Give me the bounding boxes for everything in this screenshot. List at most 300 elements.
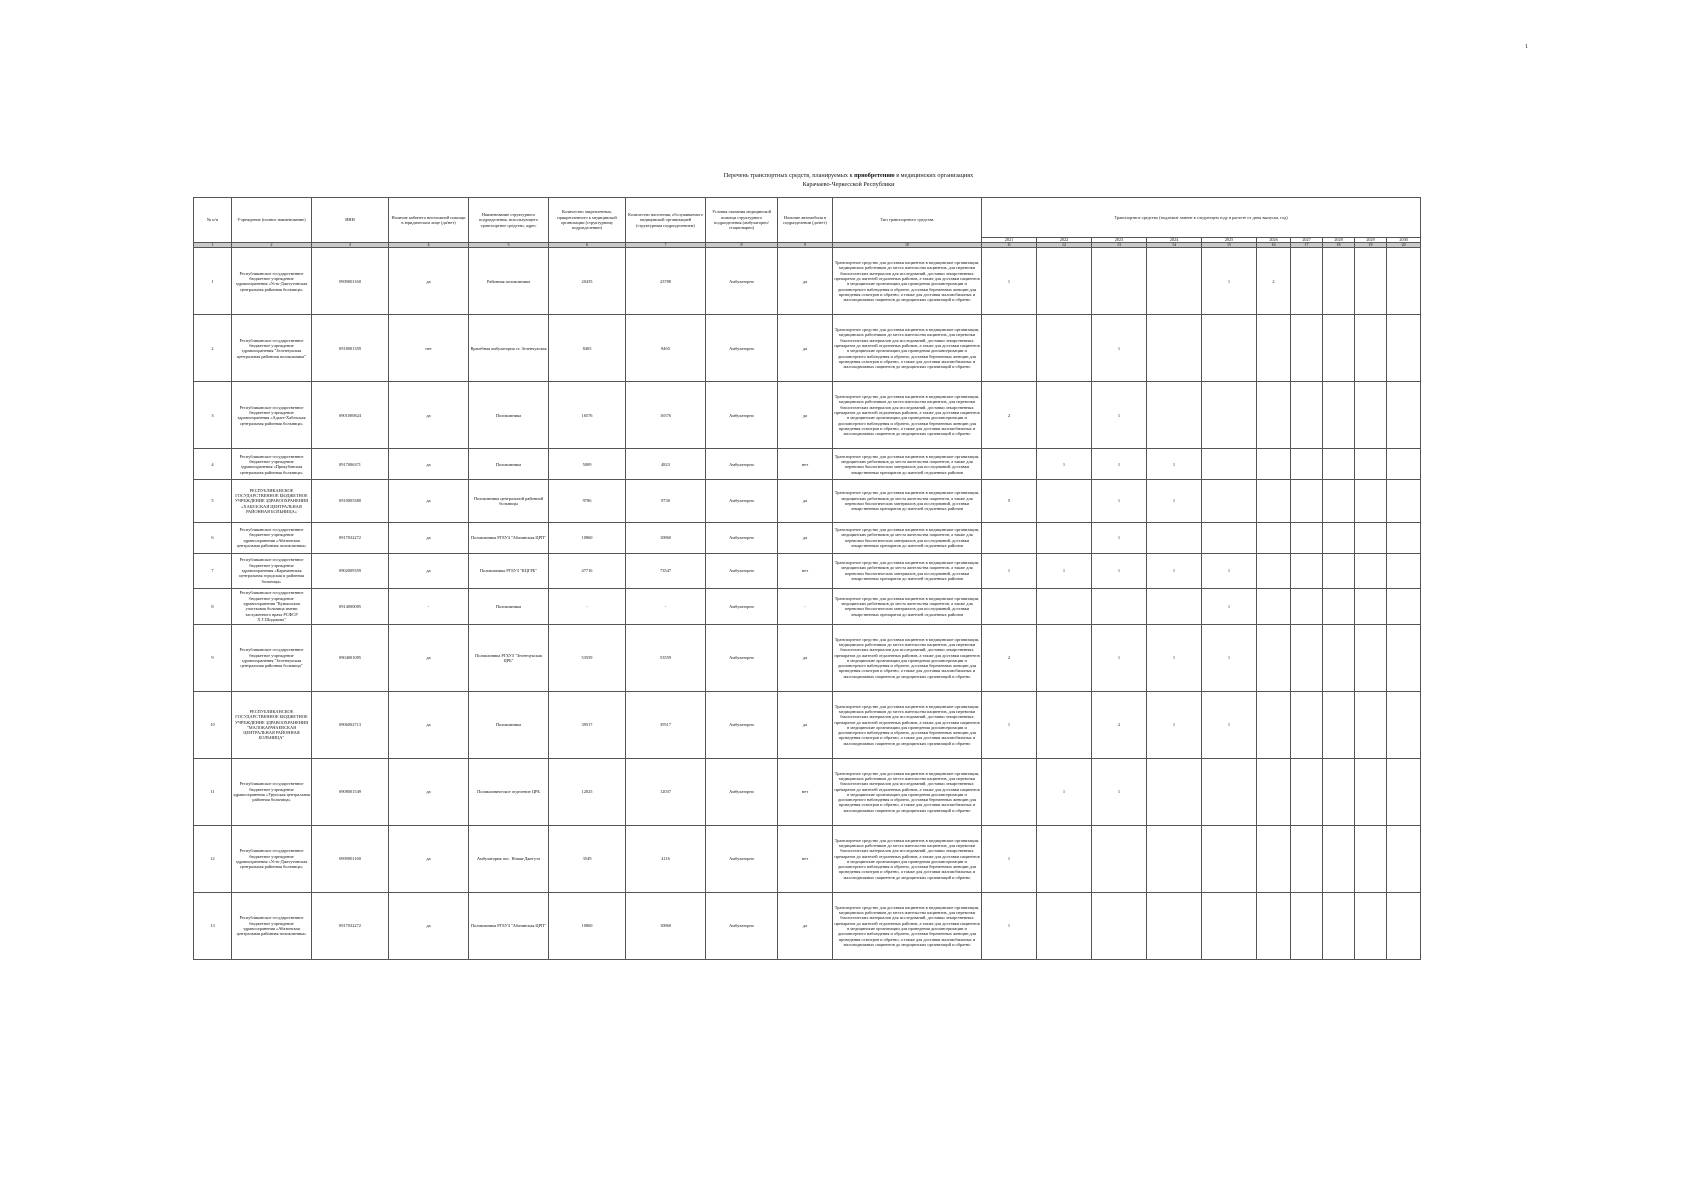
year-count-2025: 1 <box>1202 624 1257 691</box>
year-count-2027 <box>1291 522 1323 553</box>
year-count-2021 <box>982 588 1037 624</box>
organization-name: Республиканское государственное бюджетное учреждение здравоохранения «Абазинская центральная районная поликлиника» <box>232 892 312 959</box>
urgent-care-flag: да <box>389 480 469 523</box>
year-count-2026 <box>1257 892 1291 959</box>
column-number: 2 <box>232 243 312 248</box>
year-count-2028 <box>1323 382 1355 449</box>
served-population: 16576 <box>626 382 706 449</box>
column-number: 8 <box>706 243 778 248</box>
year-count-2027 <box>1291 691 1323 758</box>
year-count-2023: 1 <box>1092 382 1147 449</box>
year-count-2021 <box>982 315 1037 382</box>
served-population: 10860 <box>626 892 706 959</box>
inn: 0917032272 <box>312 892 389 959</box>
attached-count: 47716 <box>549 553 626 588</box>
organization-name: Республиканское государственное бюджетное учреждение здравоохранения «Усть-Джегутинская центральная районная больница» <box>232 248 312 315</box>
year-count-2023 <box>1092 825 1147 892</box>
vehicle-available: - <box>778 588 833 624</box>
year-count-2025 <box>1202 449 1257 480</box>
row-number: 12 <box>194 825 232 892</box>
year-count-2029 <box>1355 624 1387 691</box>
year-count-2029 <box>1355 382 1387 449</box>
year-count-2024: 1 <box>1147 624 1202 691</box>
served-population: 8465 <box>626 315 706 382</box>
year-count-2030 <box>1387 449 1421 480</box>
year-count-2021 <box>982 758 1037 825</box>
column-number: 20 <box>1387 243 1421 248</box>
column-number: 10 <box>833 243 982 248</box>
served-population: 12037 <box>626 758 706 825</box>
year-count-2029 <box>1355 588 1387 624</box>
vehicle-available: да <box>778 382 833 449</box>
care-conditions: Амбулаторно <box>706 825 778 892</box>
year-count-2024 <box>1147 588 1202 624</box>
year-count-2028 <box>1323 480 1355 523</box>
care-conditions: Амбулаторно <box>706 248 778 315</box>
year-count-2030 <box>1387 825 1421 892</box>
year-count-2021: 1 <box>982 553 1037 588</box>
urgent-care-flag: да <box>389 553 469 588</box>
served-population: 9730 <box>626 480 706 523</box>
inn: 0906002713 <box>312 691 389 758</box>
served-population: 23788 <box>626 248 706 315</box>
year-count-2030 <box>1387 522 1421 553</box>
header-staff: Наличие кабинета неотложной помощи в юридическом лице (да/нет) <box>389 198 469 243</box>
row-number: 13 <box>194 892 232 959</box>
row-number: 6 <box>194 522 232 553</box>
year-count-2027 <box>1291 553 1323 588</box>
urgent-care-flag: да <box>389 758 469 825</box>
year-count-2028 <box>1323 248 1355 315</box>
year-count-2021: 1 <box>982 248 1037 315</box>
year-count-2024 <box>1147 522 1202 553</box>
year-header-2026: 2026 <box>1257 238 1291 243</box>
vehicle-type: Транспортное средство для доставки пациентов в медицинские организации, медицинских работников до места жительства пациентов, для перевозки биологических материалов для исследований, доставки лекарственных препаратов до жителей отдаленных районов, а также для доставки пациентов в медицинские организации для проведения диспансеризации и диспансерного наблюдения и обратно, доставки беременных женщин для проведения осмотров и обратно, а также для доставки маломобильных и малоподвижных пациентов до медицинских организаций и обратно <box>833 892 982 959</box>
year-count-2027 <box>1291 382 1323 449</box>
vehicle-available: нет <box>778 553 833 588</box>
attached-count: 12025 <box>549 758 626 825</box>
year-count-2030 <box>1387 382 1421 449</box>
served-population: 4116 <box>626 825 706 892</box>
care-conditions: Амбулаторно <box>706 382 778 449</box>
organization-name: Республиканское государственное бюджетное учреждение здравоохранения «Прикубанская центральная районная больница» <box>232 449 312 480</box>
vehicle-type: Транспортное средство для доставки пациентов в медицинские организации, медицинских работников до места жительства пациентов, для перевозки биологических материалов для исследований, доставки лекарственных препаратов до жителей отдаленных районов, а также для доставки пациентов в медицинские организации для проведения диспансеризации и диспансерного наблюдения и обратно, доставки беременных женщин для проведения осмотров и обратно, а также для доставки маломобильных и малоподвижных пациентов до медицинских организаций и обратно <box>833 624 982 691</box>
year-count-2021: 1 <box>982 892 1037 959</box>
year-count-2027 <box>1291 315 1323 382</box>
year-header-2030: 2030 <box>1387 238 1421 243</box>
year-count-2027 <box>1291 588 1323 624</box>
year-count-2030 <box>1387 480 1421 523</box>
year-count-2024: 1 <box>1147 553 1202 588</box>
row-number: 1 <box>194 248 232 315</box>
attached-count: 53559 <box>549 624 626 691</box>
year-count-2022: 1 <box>1037 449 1092 480</box>
inn: 0902009359 <box>312 553 389 588</box>
row-number: 10 <box>194 691 232 758</box>
year-count-2027 <box>1291 892 1323 959</box>
vehicle-type: Транспортное средство для доставки пациентов в медицинские организации, медицинских работников до места жительства пациентов, для перевозки биологических материалов для исследований, доставки лекарственных препаратов до жителей отдаленных районов, а также для доставки пациентов в медицинские организации для проведения диспансеризации и диспансерного наблюдения и обратно, доставки беременных женщин для проведения осмотров и обратно, а также для доставки маломобильных и малоподвижных пациентов до медицинских организаций и обратно <box>833 315 982 382</box>
table-row <box>194 892 1421 959</box>
header-inn: ИНН <box>312 198 389 243</box>
unit-name: Поликлиника РГБУЗ "Абазинская ЦРП" <box>469 892 549 959</box>
year-count-2029 <box>1355 480 1387 523</box>
year-count-2021: 1 <box>982 691 1037 758</box>
year-count-2023: 1 <box>1092 624 1147 691</box>
served-population: - <box>626 588 706 624</box>
vehicle-type: Транспортное средство для доставки пациентов в медицинские организации, медицинских работников до места жительства пациентов, для перевозки биологических материалов для исследований, доставки лекарственных препаратов до жителей отдаленных районов, а также для доставки пациентов в медицинские организации для проведения диспансеризации и диспансерного наблюдения и обратно, доставки беременных женщин для проведения осмотров и обратно, а также для доставки маломобильных и малоподвижных пациентов до медицинских организаций и обратно <box>833 248 982 315</box>
column-number: 3 <box>312 243 389 248</box>
urgent-care-flag: - <box>389 588 469 624</box>
vehicle-available: да <box>778 624 833 691</box>
column-number: 12 <box>1037 243 1092 248</box>
year-count-2029 <box>1355 691 1387 758</box>
year-count-2022: 1 <box>1037 553 1092 588</box>
served-population: 10860 <box>626 522 706 553</box>
year-count-2028 <box>1323 553 1355 588</box>
vehicle-type: Транспортное средство для доставки пациентов в медицинские организации, медицинских работников до места жительства пациентов, а также для перевозки биологических материалов для исследований, доставки лекарственных препаратов до жителей отдаленных районов <box>833 449 982 480</box>
year-count-2025 <box>1202 825 1257 892</box>
unit-name: Врачебная амбулатория ст. Зеленчукская <box>469 315 549 382</box>
vehicle-available: да <box>778 480 833 523</box>
year-count-2027 <box>1291 825 1323 892</box>
inn: 0918001359 <box>312 315 389 382</box>
year-header-2023: 2023 <box>1092 238 1147 243</box>
year-count-2023: 1 <box>1092 758 1147 825</box>
year-count-2026 <box>1257 449 1291 480</box>
row-number: 2 <box>194 315 232 382</box>
unit-name: Поликлиника <box>469 588 549 624</box>
year-count-2030 <box>1387 691 1421 758</box>
unit-name: Поликлиника <box>469 691 549 758</box>
year-count-2028 <box>1323 892 1355 959</box>
year-header-2027: 2027 <box>1291 238 1323 243</box>
year-count-2023: 1 <box>1092 315 1147 382</box>
attached-count: 10860 <box>549 892 626 959</box>
served-population: 4823 <box>626 449 706 480</box>
inn: 0917006371 <box>312 449 389 480</box>
vehicle-type: Транспортное средство для доставки пациентов в медицинские организации, медицинских работников до места жительства пациентов, для перевозки биологических материалов для исследований, доставки лекарственных препаратов до жителей отдаленных районов, а также для доставки пациентов в медицинские организации для проведения диспансеризации и диспансерного наблюдения и обратно, доставки беременных женщин для проведения осмотров и обратно, а также для доставки маломобильных и малоподвижных пациентов до медицинских организаций и обратно <box>833 758 982 825</box>
year-count-2030 <box>1387 892 1421 959</box>
care-conditions: Амбулаторно <box>706 522 778 553</box>
year-count-2022 <box>1037 691 1092 758</box>
year-count-2029 <box>1355 825 1387 892</box>
year-count-2022: 1 <box>1037 758 1092 825</box>
unit-name: Поликлиника <box>469 382 549 449</box>
column-number: 16 <box>1257 243 1291 248</box>
year-count-2021 <box>982 522 1037 553</box>
year-count-2026 <box>1257 588 1291 624</box>
inn: 0910005380 <box>312 480 389 523</box>
table-row <box>194 522 1421 553</box>
year-count-2025 <box>1202 315 1257 382</box>
year-count-2027 <box>1291 248 1323 315</box>
year-count-2024 <box>1147 248 1202 315</box>
column-number: 9 <box>778 243 833 248</box>
year-count-2023: 1 <box>1092 522 1147 553</box>
year-count-2023 <box>1092 248 1147 315</box>
table-row <box>194 315 1421 382</box>
table-row <box>194 480 1421 523</box>
attached-count: 3549 <box>549 825 626 892</box>
vehicle-available: да <box>778 892 833 959</box>
year-count-2028 <box>1323 449 1355 480</box>
year-header-2021: 2021 <box>982 238 1037 243</box>
year-count-2024: 1 <box>1147 691 1202 758</box>
year-header-2029: 2029 <box>1355 238 1387 243</box>
column-number: 7 <box>626 243 706 248</box>
year-count-2025: 1 <box>1202 588 1257 624</box>
year-count-2022 <box>1037 624 1092 691</box>
attached-count: 5009 <box>549 449 626 480</box>
table-row <box>194 382 1421 449</box>
year-count-2026 <box>1257 480 1291 523</box>
year-count-2026 <box>1257 825 1291 892</box>
row-number: 4 <box>194 449 232 480</box>
column-number: 17 <box>1291 243 1323 248</box>
year-count-2026 <box>1257 758 1291 825</box>
column-number: 4 <box>389 243 469 248</box>
vehicle-type: Транспортное средство для доставки пациентов в медицинские организации, медицинских работников до места жительства пациентов, а также для перевозки биологических материалов для исследований, доставки лекарственных препаратов до жителей отдаленных районов <box>833 553 982 588</box>
care-conditions: Амбулаторно <box>706 758 778 825</box>
title-bold-word: приобретению <box>854 172 895 179</box>
year-count-2027 <box>1291 624 1323 691</box>
urgent-care-flag: нет <box>389 315 469 382</box>
column-number: 15 <box>1202 243 1257 248</box>
unit-name: Поликлиника РГБУЗ "Абазинская ЦРП" <box>469 522 549 553</box>
document-title <box>0 171 1697 189</box>
vehicle-type: Транспортное средство для доставки пациентов в медицинские организации, медицинских работников до места жительства пациентов, а также для перевозки биологических материалов для исследований, доставки лекарственных препаратов до жителей отдаленных районов <box>833 480 982 523</box>
year-count-2025 <box>1202 522 1257 553</box>
year-count-2021: 2 <box>982 624 1037 691</box>
served-population: 39517 <box>626 691 706 758</box>
urgent-care-flag: да <box>389 892 469 959</box>
urgent-care-flag: да <box>389 691 469 758</box>
header-years-group: Транспортное средство (подлежит замене в следующем году в расчете от даты выпуска, год) <box>982 198 1421 238</box>
year-count-2026 <box>1257 315 1291 382</box>
unit-name: Поликлиника <box>469 449 549 480</box>
year-header-2028: 2028 <box>1323 238 1355 243</box>
care-conditions: Амбулаторно <box>706 449 778 480</box>
row-number: 7 <box>194 553 232 588</box>
care-conditions: Амбулаторно <box>706 892 778 959</box>
header-vehicle-type: Тип транспортного средства <box>833 198 982 243</box>
column-number: 1 <box>194 243 232 248</box>
attached-count: 16576 <box>549 382 626 449</box>
table-row <box>194 825 1421 892</box>
table-row <box>194 588 1421 624</box>
year-count-2027 <box>1291 449 1323 480</box>
year-count-2025: 1 <box>1202 691 1257 758</box>
year-count-2021: 2 <box>982 382 1037 449</box>
year-count-2022 <box>1037 522 1092 553</box>
organization-name: Республиканское государственное бюджетное учреждение здравоохранения "Кумышская участковая больница имени заслуженного врача РСФСР Х.Т.Шидакова" <box>232 588 312 624</box>
header-garage: Наличие автомобиля в подразделении (да/нет) <box>778 198 833 243</box>
table-row <box>194 691 1421 758</box>
inn: 0909001160 <box>312 825 389 892</box>
urgent-care-flag: да <box>389 449 469 480</box>
inn: 0914000085 <box>312 588 389 624</box>
year-count-2027 <box>1291 758 1323 825</box>
year-count-2021 <box>982 449 1037 480</box>
vehicle-type: Транспортное средство для доставки пациентов в медицинские организации, медицинских работников до места жительства пациентов, для перевозки биологических материалов для исследований, доставки лекарственных препаратов до жителей отдаленных районов, а также для доставки пациентов в медицинские организации для проведения диспансеризации и диспансерного наблюдения и обратно, доставки беременных женщин для проведения осмотров и обратно, а также для доставки маломобильных и малоподвижных пациентов до медицинских организаций и обратно <box>833 691 982 758</box>
year-count-2030 <box>1387 248 1421 315</box>
year-count-2030 <box>1387 315 1421 382</box>
year-count-2029 <box>1355 892 1387 959</box>
organization-name: РЕСПУБЛИКАНСКОЕ ГОСУДАРСТВЕННОЕ БЮДЖЕТНОЕ УЧРЕЖДЕНИЕ ЗДРАВООХРАНЕНИЯ «ХАБЕЗСКАЯ ЦЕНТРАЛЬНАЯ РАЙОННАЯ БОЛЬНИЦА» <box>232 480 312 523</box>
vehicle-available: нет <box>778 758 833 825</box>
year-count-2029 <box>1355 315 1387 382</box>
year-count-2024 <box>1147 758 1202 825</box>
year-count-2028 <box>1323 588 1355 624</box>
year-count-2025: 1 <box>1202 248 1257 315</box>
urgent-care-flag: да <box>389 624 469 691</box>
year-count-2029 <box>1355 553 1387 588</box>
vehicles-table <box>193 197 1421 960</box>
header-attached: Количество закрепленных, прикрепленного к медицинской организации (структурному подразделению) <box>549 198 626 243</box>
vehicle-available: нет <box>778 449 833 480</box>
year-count-2024 <box>1147 892 1202 959</box>
unit-name: Районная поликлиника <box>469 248 549 315</box>
vehicle-type: Транспортное средство для доставки пациентов в медицинские организации, медицинских работников до места жительства пациентов, а также для перевозки биологических материалов для исследований, доставки лекарственных препаратов до жителей отдаленных районов <box>833 522 982 553</box>
year-count-2021: 1 <box>982 825 1037 892</box>
unit-name: Поликлиника РГБУЗ "КЦГРБ" <box>469 553 549 588</box>
title-line-2: Карачаево-Черкесской Республики <box>802 181 895 188</box>
vehicle-available: да <box>778 522 833 553</box>
vehicle-available: нет <box>778 825 833 892</box>
unit-name: Поликлиника РГБУЗ "Зеленчукская ЦРБ" <box>469 624 549 691</box>
year-count-2024: 1 <box>1147 449 1202 480</box>
year-count-2022 <box>1037 892 1092 959</box>
year-count-2028 <box>1323 522 1355 553</box>
row-number: 9 <box>194 624 232 691</box>
year-count-2023: 1 <box>1092 480 1147 523</box>
year-count-2025 <box>1202 758 1257 825</box>
table-row <box>194 248 1421 315</box>
urgent-care-flag: да <box>389 382 469 449</box>
table-row <box>194 449 1421 480</box>
column-number: 11 <box>982 243 1037 248</box>
year-count-2030 <box>1387 624 1421 691</box>
year-count-2023 <box>1092 892 1147 959</box>
page-number: 1 <box>1525 44 1528 50</box>
table-row <box>194 758 1421 825</box>
vehicle-type: Транспортное средство для доставки пациентов в медицинские организации, медицинских работников до места жительства пациентов, для перевозки биологических материалов для исследований, доставки лекарственных препаратов до жителей отдаленных районов, а также для доставки пациентов в медицинские организации для проведения диспансеризации и диспансерного наблюдения и обратно, доставки беременных женщин для проведения осмотров и обратно, а также для доставки маломобильных и малоподвижных пациентов до медицинских организаций и обратно <box>833 825 982 892</box>
year-count-2022 <box>1037 480 1092 523</box>
year-count-2024 <box>1147 315 1202 382</box>
row-number: 5 <box>194 480 232 523</box>
care-conditions: Амбулаторно <box>706 480 778 523</box>
year-count-2029 <box>1355 522 1387 553</box>
attached-count: 39517 <box>549 691 626 758</box>
organization-name: РЕСПУБЛИКАНСКОЕ ГОСУДАРСТВЕННОЕ БЮДЖЕТНОЕ УЧРЕЖДЕНИЕ ЗДРАВООХРАНЕНИЯ "МАЛОКАРАЧАЕВСКАЯ ЦЕНТРАЛЬНАЯ РАЙОННАЯ БОЛЬНИЦА" <box>232 691 312 758</box>
column-number: 19 <box>1355 243 1387 248</box>
year-count-2027 <box>1291 480 1323 523</box>
year-count-2030 <box>1387 758 1421 825</box>
unit-name: Поликлиническое отделение ЦРБ <box>469 758 549 825</box>
year-count-2026 <box>1257 553 1291 588</box>
organization-name: Республиканское государственное бюджетное учреждение здравоохранения «Адыге-Хабльская центральная районная больница» <box>232 382 312 449</box>
organization-name: Республиканское государственное бюджетное учреждение здравоохранения «Усть-Джегутинская центральная районная больница» <box>232 825 312 892</box>
column-number: 18 <box>1323 243 1355 248</box>
year-count-2026: 2 <box>1257 248 1291 315</box>
vehicle-available: да <box>778 691 833 758</box>
year-count-2022 <box>1037 248 1092 315</box>
header-served: Количество населения, обслуживаемого медицинской организацией (структурным подразделением) <box>626 198 706 243</box>
table-row <box>194 624 1421 691</box>
served-population: 73547 <box>626 553 706 588</box>
care-conditions: Амбулаторно <box>706 691 778 758</box>
served-population: 53559 <box>626 624 706 691</box>
year-count-2025 <box>1202 382 1257 449</box>
year-count-2022 <box>1037 825 1092 892</box>
inn: 0901000824 <box>312 382 389 449</box>
row-number: 11 <box>194 758 232 825</box>
year-count-2028 <box>1323 691 1355 758</box>
unit-name: Амбулатория пос. Новая-Джегута <box>469 825 549 892</box>
inn: 0909001160 <box>312 248 389 315</box>
vehicle-available: да <box>778 315 833 382</box>
attached-count: 9786 <box>549 480 626 523</box>
row-number: 8 <box>194 588 232 624</box>
table-row <box>194 553 1421 588</box>
year-count-2028 <box>1323 758 1355 825</box>
year-count-2026 <box>1257 624 1291 691</box>
care-conditions: Амбулаторно <box>706 624 778 691</box>
care-conditions: Амбулаторно <box>706 553 778 588</box>
year-count-2028 <box>1323 825 1355 892</box>
urgent-care-flag: да <box>389 825 469 892</box>
year-count-2030 <box>1387 588 1421 624</box>
header-row <box>194 198 1421 238</box>
organization-name: Республиканское государственное бюджетное учреждение здравоохранения «Карачаевская центральная городская и районная больница» <box>232 553 312 588</box>
row-number: 3 <box>194 382 232 449</box>
year-count-2026 <box>1257 522 1291 553</box>
year-count-2024 <box>1147 382 1202 449</box>
year-header-2022: 2022 <box>1037 238 1092 243</box>
year-count-2024 <box>1147 825 1202 892</box>
year-count-2021: 5 <box>982 480 1037 523</box>
attached-count: 8465 <box>549 315 626 382</box>
header-unit: Наименование структурного подразделения, использующего транспортное средство, адрес <box>469 198 549 243</box>
organization-name: Республиканское государственное бюджетное учреждение здравоохранения "Зеленчукская центральная районная больница" <box>232 624 312 691</box>
year-count-2030 <box>1387 553 1421 588</box>
inn: 0908001549 <box>312 758 389 825</box>
column-number: 13 <box>1092 243 1147 248</box>
care-conditions: Амбулаторно <box>706 315 778 382</box>
header-conditions: Условия оказания медицинской помощи структурного подразделения (амбулаторно/стационарно) <box>706 198 778 243</box>
header-num: № п/п <box>194 198 232 243</box>
year-count-2023: 1 <box>1092 553 1147 588</box>
urgent-care-flag: да <box>389 248 469 315</box>
year-count-2022 <box>1037 588 1092 624</box>
organization-name: Республиканское государственное бюджетное учреждение здравоохранения "Зеленчукская центральная районная поликлиника" <box>232 315 312 382</box>
organization-name: Республиканское государственное бюджетное учреждение здравоохранения «Урупская центральная районная больница» <box>232 758 312 825</box>
title-line-1: Перечень транспортных средств, планируемых к приобретению в медицинских организациях <box>723 172 974 179</box>
header-org: Учреждение (полное наименование) <box>232 198 312 243</box>
year-header-2025: 2025 <box>1202 238 1257 243</box>
year-count-2029 <box>1355 248 1387 315</box>
inn: 0917032272 <box>312 522 389 553</box>
urgent-care-flag: да <box>389 522 469 553</box>
attached-count: 20435 <box>549 248 626 315</box>
year-count-2025: 1 <box>1202 553 1257 588</box>
year-count-2028 <box>1323 315 1355 382</box>
organization-name: Республиканское государственное бюджетное учреждение здравоохранения «Абазинская центральная районная поликлиника» <box>232 522 312 553</box>
year-count-2023 <box>1092 588 1147 624</box>
year-count-2025 <box>1202 480 1257 523</box>
vehicle-type: Транспортное средство для доставки пациентов в медицинские организации, медицинских работников до места жительства пациентов, а также для перевозки биологических материалов для исследований, доставки лекарственных препаратов до жителей отдаленных районов <box>833 588 982 624</box>
column-number: 14 <box>1147 243 1202 248</box>
